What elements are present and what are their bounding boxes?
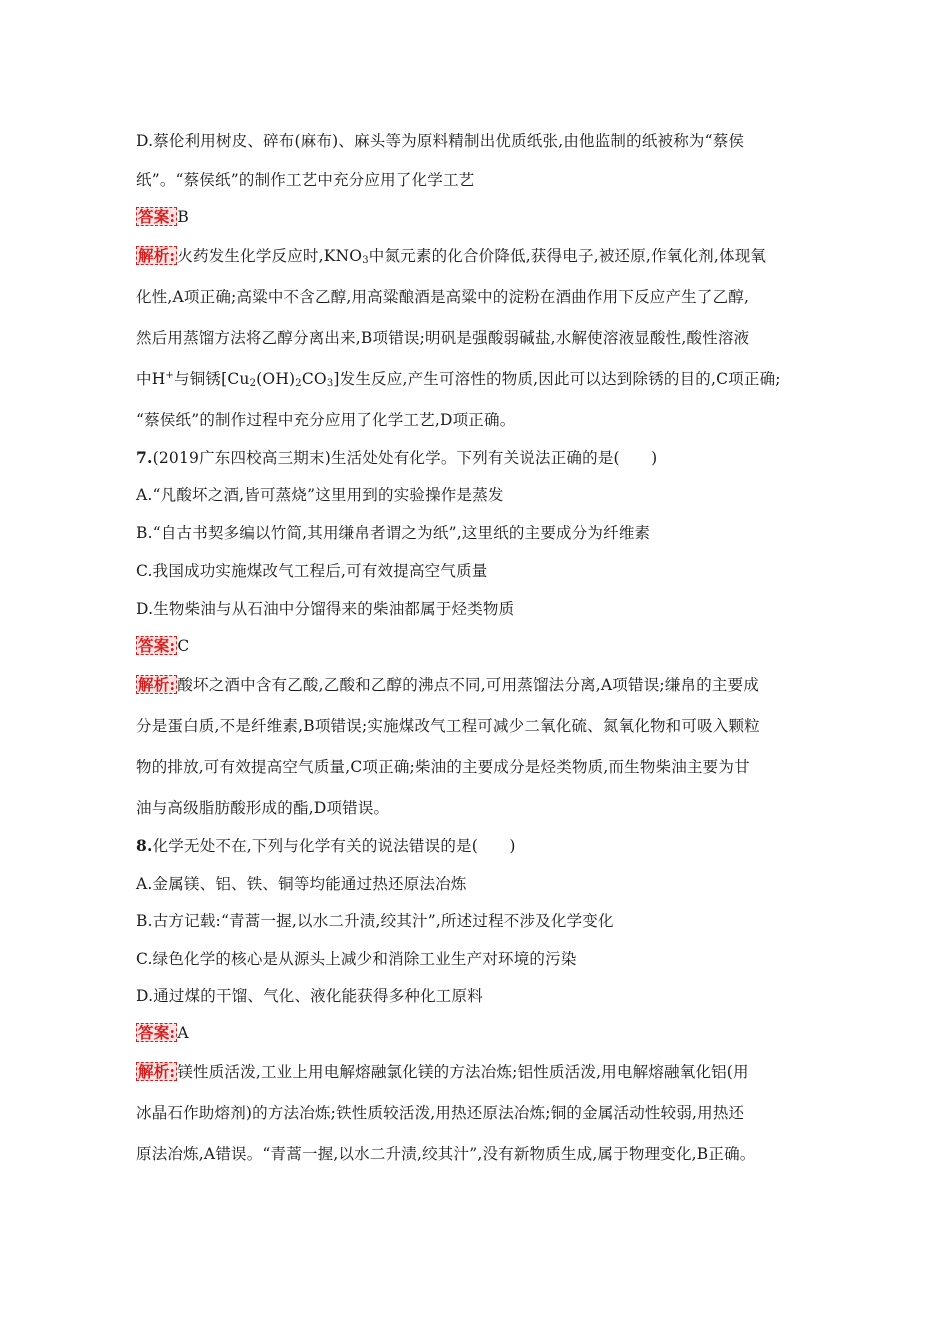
q7-option-c: C.我国成功实施煤改气工程后,可有效提高空气质量 (136, 562, 488, 580)
subscript: 2 (249, 378, 257, 389)
q8-stem-text: 化学无处不在,下列与化学有关的说法错误的是( ) (152, 837, 516, 855)
analysis-text: 火药发生化学反应时,KNO (177, 247, 363, 265)
subscript: 3 (326, 378, 334, 389)
analysis-label-tag: 解析: (138, 1062, 176, 1081)
q8-option-c: C.绿色化学的核心是从源头上减少和消除工业生产对环境的污染 (136, 950, 577, 968)
analysis-text: ]发生反应,产生可溶性的物质,因此可以达到除锈的目的,C项正确; (333, 370, 781, 388)
answer-label-tag: 答案: (138, 207, 176, 226)
q7-option-b: B.“自古书契多编以竹简,其用缣帛者谓之为纸”,这里纸的主要成分为纤维素 (136, 524, 651, 542)
analysis-text: 与铜锈[Cu (174, 370, 250, 388)
q6-option-d-line1: D.蔡伦利用树皮、碎布(麻布)、麻头等为原料精制出优质纸张,由他监制的纸被称为“蔡侯 (136, 132, 745, 150)
analysis-text: 中H (136, 370, 166, 388)
q8-answer: A (177, 1024, 189, 1042)
q6-analysis-line3: 然后用蒸馏方法将乙醇分离出来,B项错误;明矾是强酸弱碱盐,水解使溶液显酸性,酸性溶液 (136, 329, 750, 347)
q8-answer-row (136, 1023, 189, 1043)
q7-analysis-line4: 油与高级脂肪酸形成的酯,D项错误。 (136, 799, 390, 817)
q8-option-a: A.金属镁、铝、铁、铜等均能通过热还原法冶炼 (136, 875, 467, 893)
q7-option-d: D.生物柴油与从石油中分馏得来的柴油都属于烃类物质 (136, 600, 515, 618)
answer-label-tag: 答案: (138, 1023, 176, 1042)
q8-analysis-line3: 原法冶炼,A错误。“青蒿一握,以水二升渍,绞其汁”,没有新物质生成,属于物理变化,B正确。 (136, 1145, 756, 1163)
analysis-text: CO (301, 370, 327, 388)
analysis-text: 酸坏之酒中含有乙酸,乙酸和乙醇的沸点不同,可用蒸馏法分离,A项错误;缣帛的主要成 (177, 676, 760, 694)
q7-analysis-line2: 分是蛋白质,不是纤维素,B项错误;实施煤改气工程可减少二氧化硫、氮氧化物和可吸入颗粒 (136, 717, 760, 735)
subscript: 2 (295, 378, 302, 389)
analysis-label-tag: 解析: (138, 675, 176, 694)
q7-analysis-line1 (136, 675, 759, 695)
q7-number: 7. (136, 448, 153, 467)
analysis-text: (OH) (256, 370, 296, 388)
q6-analysis-line4 (136, 369, 781, 389)
q8-number: 8. (136, 836, 153, 855)
q6-option-d-line2: 纸”。“蔡侯纸”的制作工艺中充分应用了化学工艺 (136, 171, 475, 189)
q6-answer-row (136, 207, 189, 227)
q7-option-a: A.“凡酸坏之酒,皆可蒸烧”这里用到的实验操作是蒸发 (136, 486, 504, 504)
q6-analysis-line1 (136, 246, 766, 266)
q6-answer: B (177, 208, 189, 226)
q7-stem (136, 448, 657, 468)
analysis-text: 中氮元素的化合价降低,获得电子,被还原,作氧化剂,体现氧 (368, 247, 767, 265)
q8-analysis-line2: 冰晶石作助熔剂)的方法冶炼;铁性质较活泼,用热还原法冶炼;铜的金属活动性较弱,用热还 (136, 1104, 745, 1122)
q6-analysis-line2: 化性,A项正确;高粱中不含乙醇,用高粱酿酒是高粱中的淀粉在酒曲作用下反应产生了乙醇, (136, 288, 750, 306)
q8-option-b: B.古方记载:“青蒿一握,以水二升渍,绞其汁”,所述过程不涉及化学变化 (136, 912, 614, 930)
q8-stem (136, 836, 516, 856)
q8-analysis-line1 (136, 1062, 749, 1082)
q7-stem-text: (2019广东四校高三期末)生活处处有化学。下列有关说法正确的是( ) (152, 449, 658, 467)
q7-answer-row (136, 636, 189, 656)
analysis-text: 镁性质活泼,工业上用电解熔融氯化镁的方法冶炼;铝性质活泼,用电解熔融氧化铝(用 (177, 1063, 749, 1081)
q7-analysis-line3: 物的排放,可有效提高空气质量,C项正确;柴油的主要成分是烃类物质,而生物柴油主要为甘 (136, 758, 750, 776)
superscript: + (165, 370, 175, 381)
q7-answer: C (177, 637, 190, 655)
answer-label-tag: 答案: (138, 636, 176, 655)
analysis-label-tag: 解析: (138, 246, 176, 265)
q6-analysis-line5: “蔡侯纸”的制作过程中充分应用了化学工艺,D项正确。 (136, 411, 516, 429)
q8-option-d: D.通过煤的干馏、气化、液化能获得多种化工原料 (136, 987, 483, 1005)
subscript: 3 (362, 255, 369, 266)
